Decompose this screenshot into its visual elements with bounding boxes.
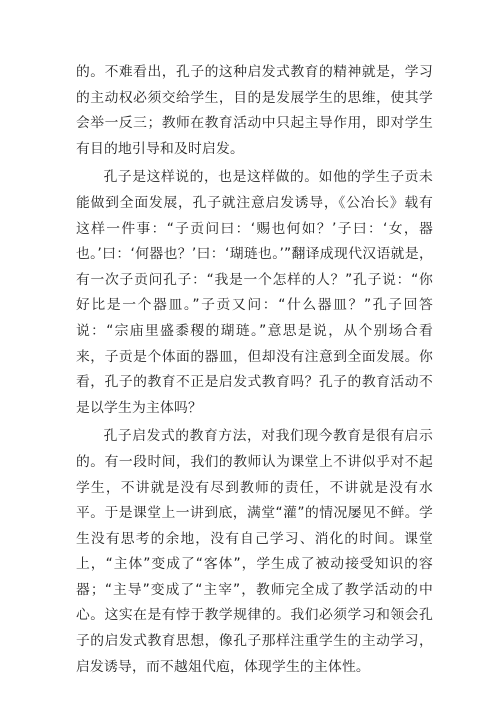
- document-body: [76, 60, 433, 680]
- paragraph-modern-teaching: 孔子启发式的教育方法，对我们现今教育是很有启示的。有一段时间，我们的教师认为课堂上不讲似乎对不起学生，不讲就是没有尽到教师的责任，不讲就是没有水平。于是课堂上一讲到底，满堂“灌”的情况屡见不鲜。学生没有思考的余地，没有自己学习、消化的时间。课堂上，“主体”变成了“客体”，学生成了被动接受知识的容器；“主导”变成了“主宰”，教师完全成了教学活动的中心。这实在是有悖于教学规律的。我们必须学习和领会孔子的启发式教育思想，像孔子那样注重学生的主动学习，启发诱导，而不越俎代庖，体现学生的主体性。: [76, 428, 433, 675]
- paragraph-zigong-example: 孔子是这样说的，也是这样做的。如他的学生子贡未能做到全面发展，孔子就注意启发诱导，《公冶长》载有这样一件事：“子贡问曰：‘赐也何如？’子曰：‘女，器也。’曰：‘何器也？’曰：‘瑚琏也。’”翻译成现代汉语就是，有一次子贡问孔子：“我是一个怎样的人？”孔子说：“你好比是一个器皿。”子贡又问：“什么器皿？”孔子回答说：“宗庙里盛黍稷的瑚琏。”意思是说，从个别场合看来，子贡是个体面的器皿，但却没有注意到全面发展。你看，孔子的教育不正是启发式教育吗？孔子的教育活动不是以学生为主体吗？: [76, 169, 433, 416]
- paragraph-continuation: 的。不难看出，孔子的这种启发式教育的精神就是，学习的主动权必须交给学生，目的是发展学生的思维，使其学会举一反三；教师在教育活动中只起主导作用，即对学生有目的地引导和及时启发。: [76, 64, 433, 157]
